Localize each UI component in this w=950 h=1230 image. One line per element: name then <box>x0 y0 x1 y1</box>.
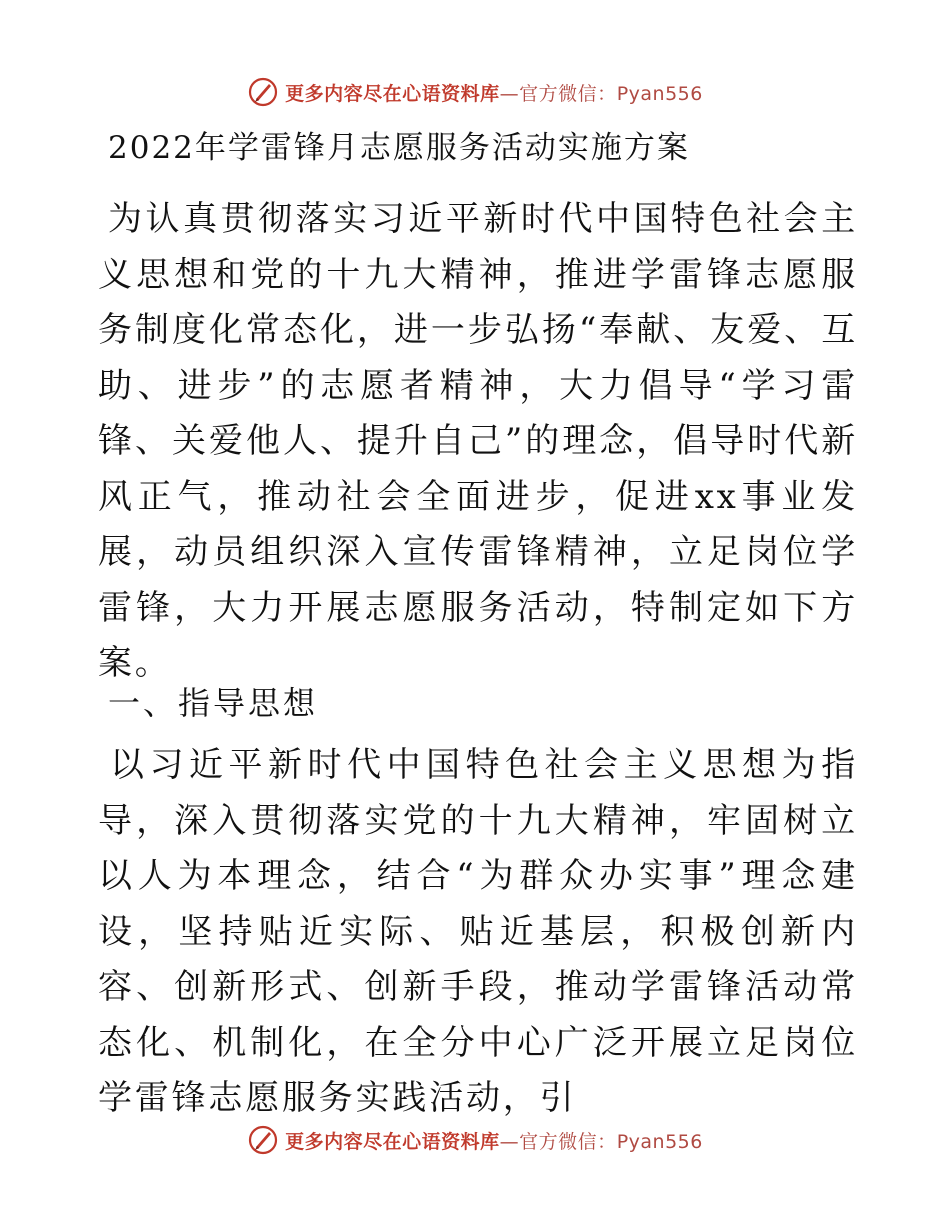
watermark-text <box>285 79 703 106</box>
document-title: 2022年学雷锋月志愿服务活动实施方案 <box>108 130 690 166</box>
section-heading-guiding-ideology: 一、指导思想 <box>108 684 319 722</box>
intro-paragraph: 为认真贯彻落实习近平新时代中国特色社会主义思想和党的十九大精神，推进学雷锋志愿服务制度化常态化，进一步弘扬“奉献、友爱、互助、进步”的志愿者精神，大力倡导“学习雷锋、关爱他人、提升自己”的理念，倡导时代新风正气，推动社会全面进步，促进xx事业发展，动员组织深入宣传雷锋精神，立足岗位学雷锋，大力开展志愿服务活动，特制定如下方案。 <box>98 199 858 683</box>
quill-logo-icon <box>247 1124 279 1156</box>
watermark-brand: 更多内容尽在心语资料库 <box>285 1130 500 1153</box>
watermark-text <box>285 1127 703 1154</box>
watermark-wechat-label: 官方微信： <box>519 1130 617 1153</box>
watermark-wechat-id: Pyan556 <box>616 1130 703 1153</box>
watermark-separator: — <box>499 82 520 105</box>
quill-logo-icon <box>247 76 279 108</box>
section-body-guiding-ideology: 以习近平新时代中国特色社会主义思想为指导，深入贯彻落实党的十九大精神，牢固树立以人为本理念，结合“为群众办实事”理念建设，坚持贴近实际、贴近基层，积极创新内容、创新形式、创新手段，推动学雷锋活动常态化、机制化，在全分中心广泛开展立足岗位学雷锋志愿服务实践活动，引 <box>98 745 858 1118</box>
watermark-brand: 更多内容尽在心语资料库 <box>285 82 500 105</box>
watermark-footer <box>0 1120 950 1160</box>
watermark-wechat-id: Pyan556 <box>616 82 703 105</box>
watermark-wechat-label: 官方微信： <box>519 82 617 105</box>
watermark-separator: — <box>499 1130 520 1153</box>
watermark-header <box>0 72 950 112</box>
